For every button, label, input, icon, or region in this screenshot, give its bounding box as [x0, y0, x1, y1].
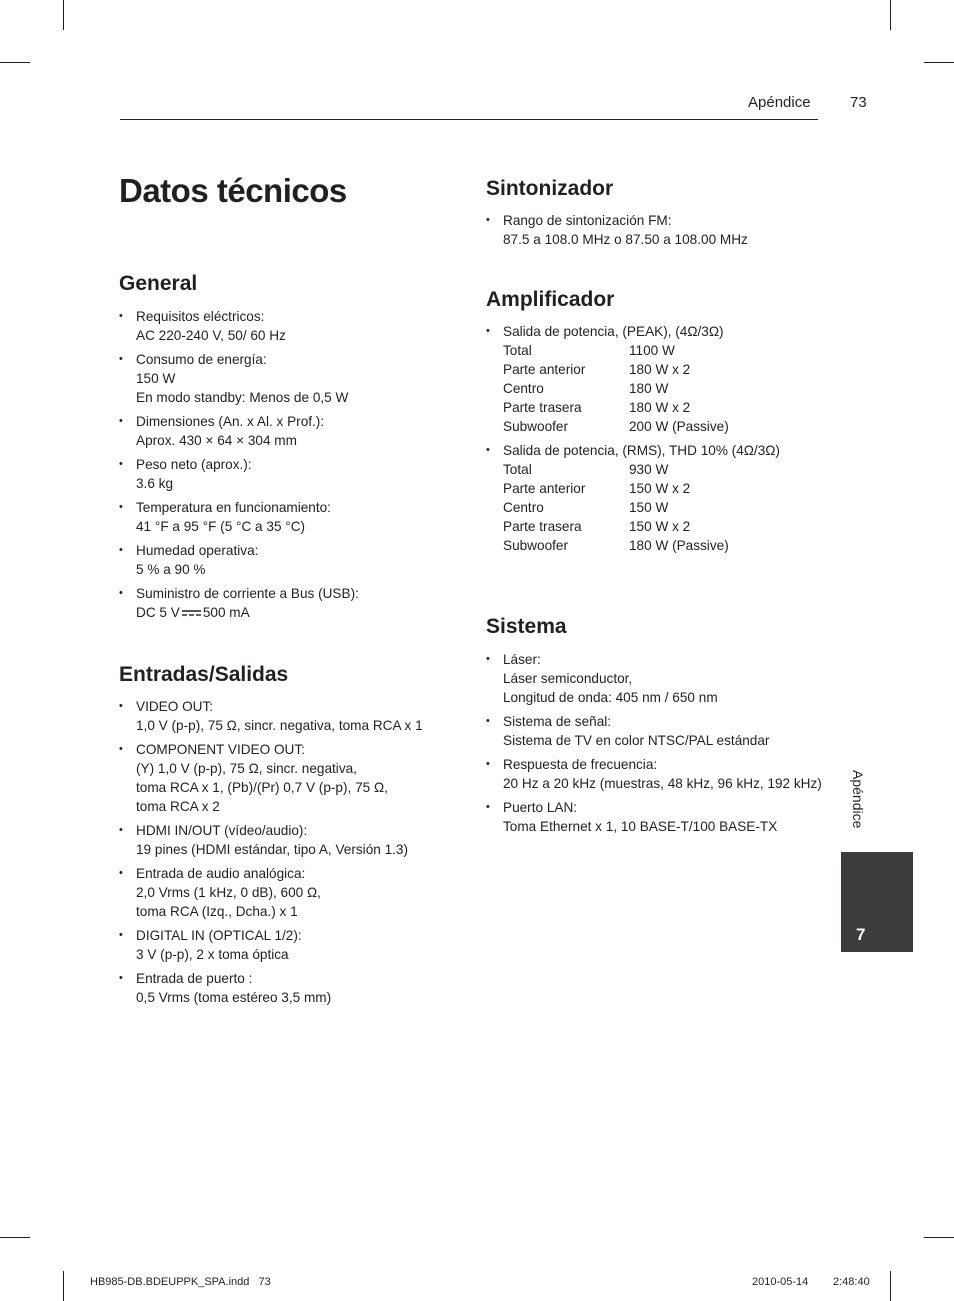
spec-item	[486, 650, 831, 707]
io-list	[119, 697, 459, 1012]
amp-power: 180 W (Passive)	[629, 538, 729, 553]
spec-item	[486, 322, 826, 436]
spec-item	[119, 697, 459, 735]
spec-label: • Entrada de audio analógica:	[136, 866, 306, 881]
spec-label: • Salida de potencia, (RMS), THD 10% (4Ω/3Ω)	[503, 443, 780, 458]
amp-row	[503, 479, 826, 498]
spec-label: • DIGITAL IN (OPTICAL 1/2):	[136, 928, 302, 943]
amp-channel: Parte trasera	[503, 400, 582, 415]
spec-item	[119, 969, 459, 1007]
amp-power: 200 W (Passive)	[629, 419, 729, 434]
amp-channel: Subwoofer	[503, 538, 568, 553]
general-heading: General	[119, 272, 198, 295]
page-number: 73	[850, 94, 867, 111]
spec-item	[119, 307, 459, 345]
amp-table-rms	[503, 460, 826, 555]
spec-item	[119, 821, 459, 859]
spec-label: • Temperatura en funcionamiento:	[136, 500, 331, 515]
spec-label: • Entrada de puerto :	[136, 971, 253, 986]
spec-item	[119, 350, 459, 407]
side-tab-label-text: Apéndice	[850, 770, 866, 829]
general-list	[119, 307, 459, 627]
spec-value: En modo standby: Menos de 0,5 W	[136, 390, 349, 405]
amp-power: 180 W x 2	[629, 362, 691, 377]
spec-value: 0,5 Vrms (toma estéreo 3,5 mm)	[136, 990, 332, 1005]
spec-item	[119, 864, 459, 921]
spec-value: 87.5 a 108.0 MHz o 87.50 a 108.00 MHz	[503, 232, 748, 247]
spec-item	[486, 755, 831, 793]
amp-row	[503, 417, 826, 436]
spec-label: • Requisitos eléctricos:	[136, 309, 265, 324]
amp-row	[503, 360, 826, 379]
crop-mark	[890, 0, 891, 30]
footer-time: 2:48:40	[833, 1276, 870, 1288]
crop-mark	[63, 0, 64, 30]
spec-value: 2,0 Vrms (1 kHz, 0 dB), 600 Ω,	[136, 885, 321, 900]
spec-item	[486, 211, 826, 249]
spec-value: 19 pines (HDMI estándar, tipo A, Versión 1.3)	[136, 842, 409, 857]
amplifier-heading: Amplificador	[486, 288, 615, 311]
spec-value: 5 % a 90 %	[136, 562, 206, 577]
chapter-tab	[841, 852, 913, 952]
usb-voltage: DC 5 V	[136, 605, 180, 620]
spec-value: 3.6 kg	[136, 476, 174, 491]
amp-power: 930 W	[629, 462, 669, 477]
amp-channel: Total	[503, 343, 532, 358]
tuner-heading: Sintonizador	[486, 177, 614, 200]
spec-label: • Humedad operativa:	[136, 543, 259, 558]
spec-label: • Peso neto (aprox.):	[136, 457, 252, 472]
amp-channel: Subwoofer	[503, 419, 568, 434]
amp-row	[503, 398, 826, 417]
spec-label: • Consumo de energía:	[136, 352, 267, 367]
amp-power: 180 W x 2	[629, 400, 691, 415]
spec-value: Sistema de TV en color NTSC/PAL estándar	[503, 733, 770, 748]
crop-mark	[0, 1237, 30, 1238]
spec-value: Aprox. 430 × 64 × 304 mm	[136, 433, 297, 448]
spec-label: • Dimensiones (An. x Al. x Prof.):	[136, 414, 325, 429]
amp-table-peak	[503, 341, 826, 436]
spec-value	[136, 603, 459, 622]
amp-power: 1100 W	[629, 343, 675, 358]
spec-value: Láser semiconductor,	[503, 671, 633, 686]
footer-filename: HB985-DB.BDEUPPK_SPA.indd 73	[90, 1276, 271, 1288]
spec-label: • Suministro de corriente a Bus (USB):	[136, 586, 359, 601]
footer-date: 2010-05-14	[752, 1276, 809, 1288]
amp-channel: Parte trasera	[503, 519, 582, 534]
spec-label: • HDMI IN/OUT (vídeo/audio):	[136, 823, 308, 838]
spec-item	[119, 740, 459, 816]
side-tab-label	[846, 770, 870, 850]
system-heading: Sistema	[486, 615, 567, 638]
spec-value: 41 °F a 95 °F (5 °C a 35 °C)	[136, 519, 306, 534]
amp-power: 180 W	[629, 381, 669, 396]
spec-value: Longitud de onda: 405 nm / 650 nm	[503, 690, 718, 705]
spec-value: Toma Ethernet x 1, 10 BASE-T/100 BASE-TX	[503, 819, 778, 834]
spec-item	[119, 541, 459, 579]
spec-label: • Sistema de señal:	[503, 714, 612, 729]
crop-mark	[924, 62, 954, 63]
dc-current-icon	[182, 609, 201, 617]
system-list	[486, 650, 831, 841]
running-header-section: Apéndice	[748, 94, 811, 111]
amp-power: 150 W x 2	[629, 519, 691, 534]
crop-mark	[890, 1271, 891, 1301]
amp-row	[503, 536, 826, 555]
amp-row	[503, 379, 826, 398]
spec-item	[486, 712, 831, 750]
spec-item	[119, 584, 459, 622]
io-heading: Entradas/Salidas	[119, 663, 289, 686]
header-rule	[120, 119, 818, 120]
amp-power: 150 W x 2	[629, 481, 691, 496]
spec-label: • Láser:	[503, 652, 541, 667]
amp-row	[503, 517, 826, 536]
spec-value: (Y) 1,0 V (p-p), 75 Ω, sincr. negativa,	[136, 761, 357, 776]
spec-value: 3 V (p-p), 2 x toma óptica	[136, 947, 289, 962]
spec-label: • COMPONENT VIDEO OUT:	[136, 742, 305, 757]
spec-item	[486, 441, 826, 555]
spec-value: toma RCA x 1, (Pb)/(Pr) 0,7 V (p-p), 75 Ω,	[136, 780, 388, 795]
amp-channel: Centro	[503, 500, 544, 515]
amp-channel: Centro	[503, 381, 544, 396]
usb-current: 500 mA	[202, 605, 250, 620]
tuner-list	[486, 211, 826, 254]
spec-label: • Salida de potencia, (PEAK), (4Ω/3Ω)	[503, 324, 724, 339]
amp-row	[503, 341, 826, 360]
amp-channel: Parte anterior	[503, 362, 586, 377]
spec-value: 20 Hz a 20 kHz (muestras, 48 kHz, 96 kHz, 192 kHz)	[503, 776, 822, 791]
spec-item	[119, 412, 459, 450]
crop-mark	[63, 1271, 64, 1301]
amp-row	[503, 460, 826, 479]
spec-value: 1,0 V (p-p), 75 Ω, sincr. negativa, toma RCA x 1	[136, 718, 423, 733]
spec-value: 150 W	[136, 371, 176, 386]
crop-mark	[924, 1237, 954, 1238]
spec-value: toma RCA (Izq., Dcha.) x 1	[136, 904, 298, 919]
amp-power: 150 W	[629, 500, 669, 515]
spec-item	[486, 798, 831, 836]
spec-item	[119, 455, 459, 493]
spec-item	[119, 926, 459, 964]
spec-label: • VIDEO OUT:	[136, 699, 214, 714]
crop-mark	[0, 62, 30, 63]
amplifier-list	[486, 322, 826, 560]
chapter-number: 7	[856, 925, 866, 944]
spec-value: toma RCA x 2	[136, 799, 220, 814]
spec-label: • Rango de sintonización FM:	[503, 213, 672, 228]
amp-channel: Total	[503, 462, 532, 477]
page-title: Datos técnicos	[119, 172, 347, 209]
spec-value: AC 220-240 V, 50/ 60 Hz	[136, 328, 286, 343]
amp-row	[503, 498, 826, 517]
spec-label: • Puerto LAN:	[503, 800, 578, 815]
spec-label: • Respuesta de frecuencia:	[503, 757, 658, 772]
spec-item	[119, 498, 459, 536]
amp-channel: Parte anterior	[503, 481, 586, 496]
